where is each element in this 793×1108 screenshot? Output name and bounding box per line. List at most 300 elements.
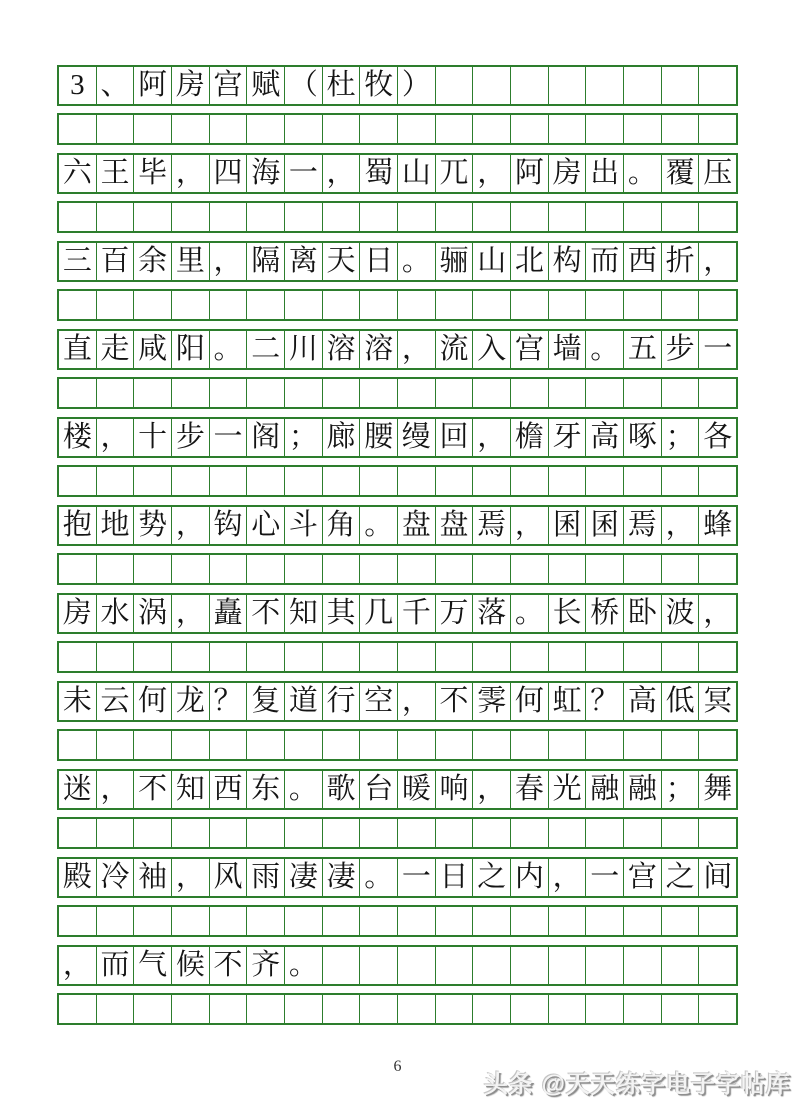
grid-cell bbox=[209, 643, 247, 671]
text-row bbox=[57, 153, 738, 194]
grid-cell: 。 bbox=[284, 947, 322, 984]
grid-cell bbox=[59, 555, 96, 583]
grid-cell bbox=[209, 819, 247, 847]
grid-cell bbox=[623, 379, 661, 407]
grid-cell: 矗 bbox=[209, 595, 247, 632]
grid-cell: 袖 bbox=[133, 859, 171, 896]
grid-cell bbox=[548, 467, 586, 495]
grid-cell: 阿 bbox=[510, 155, 548, 192]
grid-cell: 。 bbox=[623, 155, 661, 192]
grid-cell: 折 bbox=[661, 243, 699, 280]
grid-cell: 。 bbox=[359, 859, 397, 896]
grid-cell bbox=[548, 643, 586, 671]
grid-cell bbox=[133, 115, 171, 143]
grid-cell bbox=[472, 203, 510, 231]
grid-cell bbox=[246, 731, 284, 759]
grid-cell: 二 bbox=[246, 331, 284, 368]
text-row bbox=[57, 505, 738, 546]
grid-cell: 行 bbox=[322, 683, 360, 720]
grid-cell bbox=[284, 379, 322, 407]
grid-cell bbox=[171, 379, 209, 407]
grid-cell bbox=[585, 907, 623, 935]
grid-cell: 杜 bbox=[322, 67, 360, 104]
grid-cell: 雨 bbox=[246, 859, 284, 896]
grid-cell: 春 bbox=[510, 771, 548, 808]
grid-cell bbox=[246, 819, 284, 847]
grid-cell: ， bbox=[472, 771, 510, 808]
page-number: 6 bbox=[393, 1058, 402, 1075]
grid-cell bbox=[59, 115, 96, 143]
grid-cell bbox=[472, 555, 510, 583]
grid-cell: ， bbox=[397, 683, 435, 720]
blank-row bbox=[57, 553, 738, 585]
grid-cell: 万 bbox=[435, 595, 473, 632]
grid-cell bbox=[435, 947, 473, 984]
grid-cell: 北 bbox=[510, 243, 548, 280]
grid-cell: 房 bbox=[171, 67, 209, 104]
grid-cell: ， bbox=[397, 331, 435, 368]
grid-cell: 角 bbox=[322, 507, 360, 544]
grid-cell bbox=[171, 555, 209, 583]
grid-cell: 道 bbox=[284, 683, 322, 720]
grid-cell: 川 bbox=[284, 331, 322, 368]
grid-cell: ， bbox=[548, 859, 586, 896]
grid-cell: 直 bbox=[62, 333, 92, 365]
grid-cell: 天 bbox=[322, 243, 360, 280]
grid-cell: 不 bbox=[133, 771, 171, 808]
grid-cell bbox=[359, 203, 397, 231]
grid-cell: ， bbox=[698, 595, 736, 632]
grid-cell bbox=[661, 947, 699, 984]
grid-cell bbox=[96, 555, 134, 583]
grid-cell bbox=[435, 995, 473, 1023]
grid-cell bbox=[661, 203, 699, 231]
grid-cell bbox=[246, 643, 284, 671]
grid-cell: 不 bbox=[435, 683, 473, 720]
grid-cell bbox=[623, 947, 661, 984]
grid-cell: 殿 bbox=[62, 861, 92, 893]
grid-cell: 赋 bbox=[246, 67, 284, 104]
grid-cell: 蜀 bbox=[359, 155, 397, 192]
grid-cell: 五 bbox=[623, 331, 661, 368]
grid-cell bbox=[698, 379, 736, 407]
grid-cell: 波 bbox=[661, 595, 699, 632]
grid-cell: 融 bbox=[585, 771, 623, 808]
grid-cell bbox=[698, 907, 736, 935]
grid-cell bbox=[322, 115, 360, 143]
grid-cell: 西 bbox=[209, 771, 247, 808]
grid-cell: 山 bbox=[472, 243, 510, 280]
grid-cell bbox=[435, 643, 473, 671]
grid-cell: 构 bbox=[548, 243, 586, 280]
grid-cell bbox=[359, 555, 397, 583]
grid-cell bbox=[472, 643, 510, 671]
grid-cell bbox=[548, 907, 586, 935]
grid-cell bbox=[548, 819, 586, 847]
grid-cell bbox=[133, 819, 171, 847]
grid-cell: 东 bbox=[246, 771, 284, 808]
grid-cell bbox=[171, 467, 209, 495]
grid-cell: 霁 bbox=[472, 683, 510, 720]
grid-cell: 高 bbox=[585, 419, 623, 456]
grid-cell bbox=[322, 555, 360, 583]
grid-cell: ， bbox=[171, 507, 209, 544]
grid-cell bbox=[510, 203, 548, 231]
grid-cell: 几 bbox=[359, 595, 397, 632]
grid-cell: 焉 bbox=[472, 507, 510, 544]
grid-cell bbox=[661, 555, 699, 583]
grid-cell: 兀 bbox=[435, 155, 473, 192]
grid-cell bbox=[472, 467, 510, 495]
grid-cell: 桥 bbox=[585, 595, 623, 632]
grid-cell bbox=[435, 379, 473, 407]
grid-cell bbox=[585, 731, 623, 759]
grid-cell bbox=[585, 115, 623, 143]
grid-cell: 走 bbox=[96, 331, 134, 368]
grid-cell bbox=[171, 995, 209, 1023]
grid-cell: ， bbox=[661, 507, 699, 544]
grid-cell bbox=[397, 995, 435, 1023]
grid-cell bbox=[359, 947, 397, 984]
grid-cell: ； bbox=[284, 419, 322, 456]
grid-cell: 溶 bbox=[322, 331, 360, 368]
grid-cell bbox=[661, 115, 699, 143]
grid-cell bbox=[623, 67, 661, 104]
text-row bbox=[57, 769, 738, 810]
blank-row bbox=[57, 993, 738, 1025]
grid-cell bbox=[510, 67, 548, 104]
grid-cell bbox=[322, 819, 360, 847]
grid-cell bbox=[209, 907, 247, 935]
grid-cell: 间 bbox=[698, 859, 736, 896]
grid-cell: 候 bbox=[171, 947, 209, 984]
grid-cell: 何 bbox=[510, 683, 548, 720]
grid-cell bbox=[510, 907, 548, 935]
grid-cell bbox=[510, 291, 548, 319]
grid-cell bbox=[435, 467, 473, 495]
grid-cell bbox=[435, 907, 473, 935]
grid-cell bbox=[472, 947, 510, 984]
grid-cell: 四 bbox=[209, 155, 247, 192]
grid-cell bbox=[284, 115, 322, 143]
grid-cell: 各 bbox=[698, 419, 736, 456]
grid-cell bbox=[284, 203, 322, 231]
grid-cell: 日 bbox=[435, 859, 473, 896]
grid-cell bbox=[59, 291, 96, 319]
grid-cell: 钩 bbox=[209, 507, 247, 544]
grid-cell bbox=[209, 555, 247, 583]
grid-cell: 3 bbox=[70, 69, 85, 101]
grid-cell: 高 bbox=[623, 683, 661, 720]
grid-cell bbox=[661, 291, 699, 319]
grid-cell bbox=[397, 379, 435, 407]
grid-cell bbox=[322, 379, 360, 407]
grid-cell bbox=[322, 643, 360, 671]
grid-cell bbox=[435, 291, 473, 319]
grid-cell bbox=[284, 291, 322, 319]
grid-cell bbox=[661, 379, 699, 407]
grid-cell: ； bbox=[661, 771, 699, 808]
grid-cell: 涡 bbox=[133, 595, 171, 632]
grid-cell: 一 bbox=[209, 419, 247, 456]
grid-cell bbox=[548, 947, 586, 984]
grid-cell bbox=[472, 995, 510, 1023]
grid-cell bbox=[698, 819, 736, 847]
grid-cell bbox=[661, 907, 699, 935]
grid-cell: 日 bbox=[359, 243, 397, 280]
grid-cell: ， bbox=[472, 155, 510, 192]
grid-cell: 响 bbox=[435, 771, 473, 808]
grid-cell bbox=[322, 291, 360, 319]
grid-cell: 山 bbox=[397, 155, 435, 192]
grid-cell bbox=[171, 291, 209, 319]
grid-cell: 入 bbox=[472, 331, 510, 368]
grid-cell bbox=[548, 995, 586, 1023]
grid-cell bbox=[284, 467, 322, 495]
grid-cell bbox=[96, 731, 134, 759]
grid-cell bbox=[510, 819, 548, 847]
grid-cell: 西 bbox=[623, 243, 661, 280]
grid-cell: 而 bbox=[585, 243, 623, 280]
grid-cell bbox=[510, 731, 548, 759]
grid-cell: 其 bbox=[322, 595, 360, 632]
grid-cell bbox=[698, 115, 736, 143]
grid-cell bbox=[171, 115, 209, 143]
grid-cell bbox=[510, 115, 548, 143]
grid-cell: 离 bbox=[284, 243, 322, 280]
grid-cell bbox=[359, 995, 397, 1023]
grid-cell bbox=[623, 467, 661, 495]
blank-row bbox=[57, 377, 738, 409]
grid-cell bbox=[171, 643, 209, 671]
grid-cell: 腰 bbox=[359, 419, 397, 456]
grid-cell: 一 bbox=[585, 859, 623, 896]
text-row bbox=[57, 241, 738, 282]
grid-cell: 溶 bbox=[359, 331, 397, 368]
grid-cell: 心 bbox=[246, 507, 284, 544]
grid-cell bbox=[548, 379, 586, 407]
grid-cell: 牙 bbox=[548, 419, 586, 456]
grid-cell: 步 bbox=[171, 419, 209, 456]
grid-cell bbox=[246, 467, 284, 495]
grid-cell: 墙 bbox=[548, 331, 586, 368]
grid-cell bbox=[510, 467, 548, 495]
grid-cell bbox=[322, 947, 360, 984]
grid-cell bbox=[397, 731, 435, 759]
grid-cell bbox=[133, 995, 171, 1023]
grid-cell: 盘 bbox=[435, 507, 473, 544]
text-row bbox=[57, 329, 738, 370]
grid-cell: 未 bbox=[62, 685, 92, 717]
grid-cell: 千 bbox=[397, 595, 435, 632]
grid-cell bbox=[246, 203, 284, 231]
grid-cell bbox=[284, 731, 322, 759]
grid-cell bbox=[623, 995, 661, 1023]
grid-cell bbox=[548, 731, 586, 759]
grid-cell bbox=[284, 995, 322, 1023]
grid-cell bbox=[623, 555, 661, 583]
grid-cell bbox=[96, 907, 134, 935]
grid-cell: 冷 bbox=[96, 859, 134, 896]
grid-cell: ， bbox=[96, 771, 134, 808]
grid-cell: ， bbox=[698, 243, 736, 280]
grid-cell bbox=[359, 907, 397, 935]
grid-cell bbox=[209, 203, 247, 231]
grid-cell bbox=[171, 731, 209, 759]
grid-cell bbox=[661, 731, 699, 759]
grid-cell: 阿 bbox=[133, 67, 171, 104]
grid-cell bbox=[397, 203, 435, 231]
grid-cell: 。 bbox=[510, 595, 548, 632]
grid-cell bbox=[623, 819, 661, 847]
grid-cell: 啄 bbox=[623, 419, 661, 456]
grid-cell: 、 bbox=[96, 67, 134, 104]
grid-cell bbox=[661, 67, 699, 104]
grid-cell: 海 bbox=[246, 155, 284, 192]
grid-cell bbox=[510, 995, 548, 1023]
grid-cell bbox=[661, 643, 699, 671]
grid-cell bbox=[96, 819, 134, 847]
grid-cell bbox=[698, 731, 736, 759]
grid-cell: 。 bbox=[284, 771, 322, 808]
grid-cell: 之 bbox=[472, 859, 510, 896]
grid-cell bbox=[661, 467, 699, 495]
grid-cell bbox=[322, 731, 360, 759]
grid-cell bbox=[472, 115, 510, 143]
grid-cell: 气 bbox=[133, 947, 171, 984]
grid-cell: 歌 bbox=[322, 771, 360, 808]
grid-cell bbox=[435, 555, 473, 583]
grid-cell: 何 bbox=[133, 683, 171, 720]
grid-cell bbox=[510, 643, 548, 671]
grid-cell: ， bbox=[209, 243, 247, 280]
grid-cell: ， bbox=[510, 507, 548, 544]
grid-cell bbox=[435, 819, 473, 847]
grid-cell: 房 bbox=[62, 597, 92, 629]
grid-cell bbox=[472, 291, 510, 319]
grid-cell bbox=[96, 643, 134, 671]
grid-cell: 凄 bbox=[322, 859, 360, 896]
grid-cell: 囷 bbox=[585, 507, 623, 544]
grid-cell bbox=[359, 819, 397, 847]
grid-cell bbox=[209, 731, 247, 759]
grid-cell: 咸 bbox=[133, 331, 171, 368]
grid-cell bbox=[246, 379, 284, 407]
grid-cell bbox=[133, 467, 171, 495]
blank-row bbox=[57, 817, 738, 849]
grid-cell bbox=[435, 731, 473, 759]
grid-cell: 抱 bbox=[62, 509, 92, 541]
grid-cell: 复 bbox=[246, 683, 284, 720]
grid-cell: 。 bbox=[209, 331, 247, 368]
watermark-text: 头条 @天天练字电子字帖库 bbox=[483, 1071, 791, 1098]
grid-cell bbox=[510, 947, 548, 984]
grid-cell bbox=[623, 115, 661, 143]
grid-cell bbox=[246, 995, 284, 1023]
practice-grid bbox=[57, 65, 738, 1033]
text-row bbox=[57, 945, 738, 986]
grid-cell: 一 bbox=[698, 331, 736, 368]
grid-cell: （ bbox=[284, 67, 322, 104]
grid-cell bbox=[171, 907, 209, 935]
grid-cell: 步 bbox=[661, 331, 699, 368]
grid-cell bbox=[246, 291, 284, 319]
blank-row bbox=[57, 289, 738, 321]
grid-cell bbox=[435, 67, 473, 104]
grid-cell: 房 bbox=[548, 155, 586, 192]
grid-cell bbox=[548, 555, 586, 583]
grid-cell: 知 bbox=[171, 771, 209, 808]
grid-cell: 舞 bbox=[698, 771, 736, 808]
grid-cell: ， bbox=[171, 595, 209, 632]
grid-cell bbox=[59, 203, 96, 231]
grid-cell: 阳 bbox=[171, 331, 209, 368]
grid-cell bbox=[698, 643, 736, 671]
grid-cell: 台 bbox=[359, 771, 397, 808]
grid-cell: 齐 bbox=[246, 947, 284, 984]
grid-cell: 宫 bbox=[510, 331, 548, 368]
grid-cell bbox=[510, 379, 548, 407]
grid-cell bbox=[59, 731, 96, 759]
grid-cell bbox=[284, 907, 322, 935]
grid-cell: 内 bbox=[510, 859, 548, 896]
blank-row bbox=[57, 641, 738, 673]
grid-cell bbox=[322, 995, 360, 1023]
grid-cell: 不 bbox=[209, 947, 247, 984]
grid-cell bbox=[585, 291, 623, 319]
grid-cell bbox=[698, 203, 736, 231]
grid-cell bbox=[209, 995, 247, 1023]
text-row bbox=[57, 65, 738, 106]
grid-cell: 风 bbox=[209, 859, 247, 896]
grid-cell bbox=[472, 379, 510, 407]
grid-cell bbox=[548, 203, 586, 231]
grid-cell bbox=[284, 643, 322, 671]
grid-cell bbox=[472, 907, 510, 935]
grid-cell: 融 bbox=[623, 771, 661, 808]
grid-cell bbox=[623, 731, 661, 759]
grid-cell bbox=[359, 291, 397, 319]
grid-cell bbox=[171, 819, 209, 847]
grid-cell bbox=[133, 291, 171, 319]
grid-cell bbox=[548, 67, 586, 104]
grid-cell bbox=[133, 203, 171, 231]
grid-cell: 压 bbox=[698, 155, 736, 192]
grid-cell: 檐 bbox=[510, 419, 548, 456]
text-row bbox=[57, 593, 738, 634]
grid-cell bbox=[96, 379, 134, 407]
grid-cell: 空 bbox=[359, 683, 397, 720]
grid-cell bbox=[548, 115, 586, 143]
grid-cell bbox=[698, 995, 736, 1023]
grid-cell bbox=[133, 379, 171, 407]
grid-cell: ； bbox=[661, 419, 699, 456]
grid-cell: 凄 bbox=[284, 859, 322, 896]
grid-cell bbox=[322, 203, 360, 231]
grid-cell bbox=[284, 819, 322, 847]
grid-cell bbox=[96, 203, 134, 231]
grid-cell: 焉 bbox=[623, 507, 661, 544]
grid-cell: 。 bbox=[585, 331, 623, 368]
grid-cell bbox=[133, 731, 171, 759]
grid-cell bbox=[209, 379, 247, 407]
grid-cell bbox=[623, 643, 661, 671]
blank-row bbox=[57, 201, 738, 233]
grid-cell bbox=[472, 67, 510, 104]
grid-cell bbox=[359, 115, 397, 143]
grid-cell: 斗 bbox=[284, 507, 322, 544]
grid-cell bbox=[472, 819, 510, 847]
